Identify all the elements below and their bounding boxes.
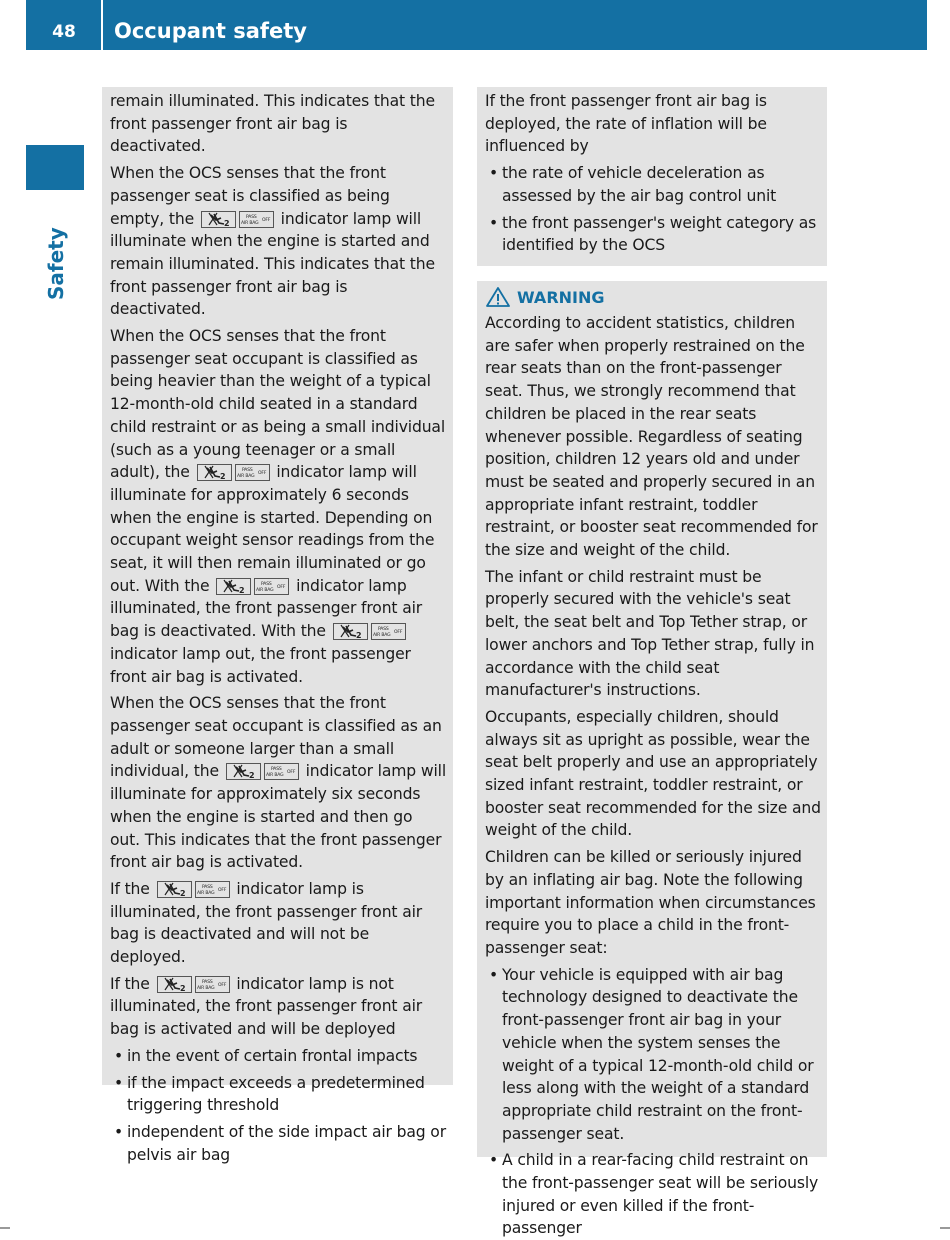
page-title: Occupant safety [114,19,307,43]
inflation-info-panel [477,87,827,266]
warning-triangle-icon [485,286,511,308]
svg-text:2: 2 [179,983,185,992]
svg-text:AIR BAG: AIR BAG [236,474,255,480]
svg-text:OFF: OFF [217,887,226,893]
svg-text:PASS: PASS [201,884,213,890]
left-column-panel [102,87,453,1164]
child-seat-crossed-icon [216,578,251,595]
warning-panel [477,281,827,1238]
pass-airbag-off-label-icon [264,763,299,780]
bullet-list [485,964,821,1240]
svg-text:2: 2 [219,472,225,481]
svg-text:2: 2 [239,585,245,594]
svg-text:PASS: PASS [377,627,389,633]
svg-text:OFF: OFF [261,217,271,223]
paragraph: If the 2 PASS AIR BAG OFF indicator lamp is not illuminated, the front passenger front air bag is activated and will be deployed [110,974,423,1039]
svg-text:OFF: OFF [277,584,286,590]
paragraph: If the 2 PASS AIR BAG OFF indicator lamp is illuminated, the front passenger front air bag is deactivated and will not be deployed. [110,879,423,967]
pass-airbag-off-label-icon [254,578,289,595]
warning-title: WARNING [517,287,605,307]
list-item: • Your vehicle is equipped with air bag technology designed to deactivate the front-passenger front air bag in your vehicle when the system senses the weight of a typical 12-month-old child or less along with the weight of a standard appropriate child restraint on the front-passenger seat. [485,964,821,1146]
paragraph: When the OCS senses that the front passenger seat occupant is classified as being heavier than the weight of a typical 12-month-old child seated in a standard child restraint or as being a small individual (such as a young teenager or a small adult), the 2 PASS AIR BAG OFF indicator lamp will illuminate for approximately 6 seconds when the engine is started. Depending on occupant weight sensor readings from the seat, it will then remain illuminated or go out. With the 2 PASS AIR BAG OFF indicator lamp illuminated, the front passenger front air bag is deactivated. With the 2 PASS AIR BAG OFF indicator lamp out, the front passenger front air bag is activated. [110,327,446,686]
passenger-airbag-off-icon [157,976,230,993]
list-item: • the rate of vehicle deceleration as assessed by the air bag control unit [485,162,821,207]
svg-text:AIR BAG: AIR BAG [240,220,259,226]
section-tab-marker [26,145,84,190]
pass-airbag-off-label-icon [235,464,270,481]
svg-text:2: 2 [248,771,255,780]
passenger-airbag-off-icon [216,578,289,595]
svg-text:AIR BAG: AIR BAG [372,633,391,639]
svg-text:OFF: OFF [257,471,266,477]
paragraph: The infant or child restraint must be properly secured with the vehicle's seat belt, the seat belt and Top Tether strap, or lower anchors and Top Tether strap, fully in accordance with the child seat manufacturer's instructions. [485,567,815,700]
svg-text:OFF: OFF [217,982,226,988]
passenger-airbag-off-icon [197,464,270,481]
pass-airbag-off-label-icon [239,211,274,228]
child-seat-crossed-icon [201,211,236,228]
passenger-airbag-off-icon [201,211,274,228]
warning-heading [485,284,821,310]
svg-text:AIR BAG: AIR BAG [196,985,215,991]
bullet-list [110,1045,447,1167]
paragraph: If the front passenger front air bag is deployed, the rate of inflation will be influenced by [485,92,767,156]
section-label: Safety [44,227,68,300]
svg-text:PASS: PASS [241,468,253,474]
list-item: • if the impact exceeds a predetermined triggering threshold [110,1072,447,1117]
passenger-airbag-off-icon [226,763,299,780]
header-divider [101,0,103,50]
pass-airbag-off-label-icon [195,976,230,993]
svg-text:2: 2 [223,218,230,227]
list-item: • the front passenger's weight category as identified by the OCS [485,212,821,257]
svg-text:PASS: PASS [201,979,213,985]
list-item: • A child in a rear-facing child restraint on the front-passenger seat will be seriously injured or even killed if the front-passenger [485,1149,821,1240]
svg-text:PASS: PASS [245,214,257,220]
pass-airbag-off-label-icon [195,881,230,898]
page-number: 48 [52,22,76,42]
page-header [26,0,927,50]
passenger-airbag-off-icon [157,881,230,898]
child-seat-crossed-icon [226,763,261,780]
bullet-list [485,162,821,257]
svg-text:AIR BAG: AIR BAG [196,890,215,896]
svg-text:2: 2 [179,888,185,897]
svg-text:AIR BAG: AIR BAG [256,587,274,593]
svg-text:OFF: OFF [286,770,296,776]
child-seat-crossed-icon [157,881,192,898]
list-item: • in the event of certain frontal impacts [110,1045,447,1068]
paragraph: Children can be killed or seriously injured by an inflating air bag. Note the following important information when circumstances require you to place a child in the front-passenger seat: [485,848,816,957]
child-seat-crossed-icon [197,464,232,481]
paragraph: Occupants, especially children, should always sit as upright as possible, wear the seat belt properly and use an appropriately sized infant restraint, toddler restraint, or booster seat recommended for the size and weight of the child. [485,707,821,840]
pass-airbag-off-label-icon [371,623,406,640]
paragraph: According to accident statistics, children are safer when properly restrained on the rear seats than on the front-passenger seat. Thus, we strongly recommend that children be placed in the rear seats whenever possible. Regardless of seating position, children 12 years old and under must be seated and properly secured in an appropriate infant restraint, toddler restraint, or booster seat recommended for the size and weight of the child. [485,314,818,560]
svg-text:AIR BAG: AIR BAG [265,773,284,779]
svg-text:OFF: OFF [393,630,402,636]
paragraph: When the OCS senses that the front passenger seat is classified as being empty, the 2 PASS AIR BAG OFF indicator lamp will illuminate when the engine is started and remain illuminated. This indicates that the front passenger front air bag is deactivated. [110,164,435,319]
child-seat-crossed-icon [333,623,368,640]
paragraph: When the OCS senses that the front passenger seat occupant is classified as an adult or someone larger than a small individual, the 2 PASS AIR BAG OFF indicator lamp will illuminate for approximately six seconds when the engine is started and then go out. This indicates that the front passenger front air bag is activated. [110,694,446,872]
svg-text:PASS: PASS [261,581,272,587]
paragraph: remain illuminated. This indicates that the front passenger front air bag is deactivated. [110,92,435,156]
svg-text:2: 2 [355,631,362,640]
svg-text:PASS: PASS [270,767,282,773]
list-item: • independent of the side impact air bag or pelvis air bag [110,1121,447,1166]
child-seat-crossed-icon [157,976,192,993]
passenger-airbag-off-icon [333,623,406,640]
